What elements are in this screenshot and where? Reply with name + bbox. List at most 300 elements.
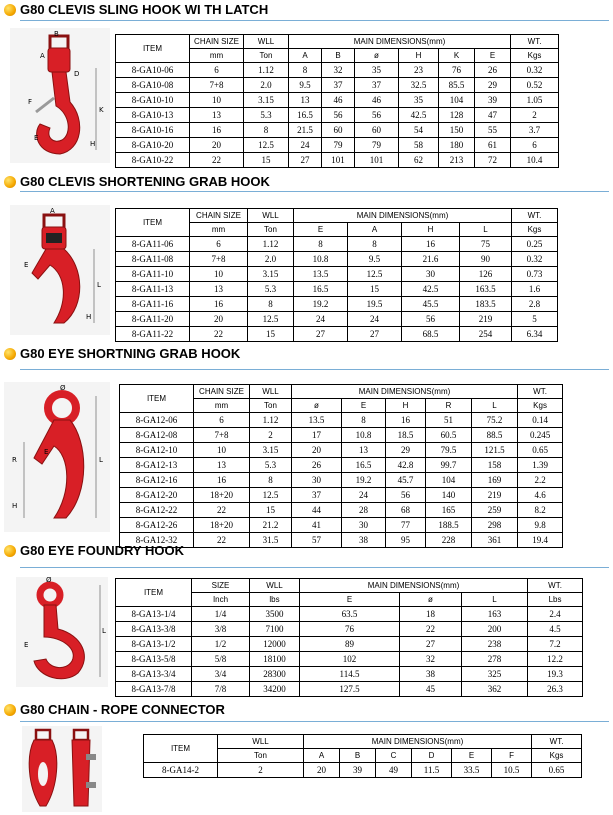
dim-label-e: E (24, 261, 29, 269)
header-item: ITEM (116, 209, 190, 237)
table-cell: 219 (460, 312, 512, 327)
table-cell: 42.8 (386, 458, 426, 473)
table-cell: 362 (462, 682, 528, 697)
table-cell: 1.12 (248, 237, 294, 252)
table-cell: 68 (386, 503, 426, 518)
table-cell: 101 (322, 153, 355, 168)
table-cell: 158 (472, 458, 518, 473)
spec-table (115, 208, 558, 342)
table-cell: 128 (439, 108, 475, 123)
table-row (116, 667, 583, 682)
table-row (120, 458, 563, 473)
table-cell: 12.5 (348, 267, 402, 282)
table-cell: 37 (292, 488, 342, 503)
item-code-cell: 8-GA11-16 (116, 297, 190, 312)
dim-label-e: E (34, 134, 39, 142)
table-cell: 27 (294, 327, 348, 342)
table-cell: 18 (400, 607, 462, 622)
table-cell: 7+8 (190, 78, 244, 93)
table-cell: 12000 (250, 637, 300, 652)
section-header (0, 2, 613, 18)
table-cell: 12.5 (248, 312, 294, 327)
subheader-cell: E (475, 49, 511, 63)
item-code-cell: 8-GA12-06 (120, 413, 194, 428)
header-row (116, 209, 558, 223)
table-cell: 127.5 (300, 682, 400, 697)
table-cell: 16.5 (342, 458, 386, 473)
table-cell: 254 (460, 327, 512, 342)
table-cell: 38 (342, 533, 386, 548)
divider (20, 369, 609, 370)
table-cell: 0.32 (512, 252, 558, 267)
item-code-cell: 8-GA12-26 (120, 518, 194, 533)
table-cell: 37 (322, 78, 355, 93)
table-cell: 13 (190, 108, 244, 123)
table-row (116, 622, 583, 637)
item-code-cell: 8-GA13-3/8 (116, 622, 192, 637)
table-cell: 27 (289, 153, 322, 168)
clevis-sling-hook-image (10, 28, 110, 163)
table-cell: 7+8 (194, 428, 250, 443)
header-size: SIZE (192, 579, 250, 593)
subheader-cell: R (426, 399, 472, 413)
table-cell: 12.2 (528, 652, 583, 667)
item-code-cell: 8-GA10-20 (116, 138, 190, 153)
table-cell: 56 (386, 488, 426, 503)
table-cell: 16 (402, 237, 460, 252)
table-cell: 8 (244, 123, 289, 138)
table-cell: 19.2 (294, 297, 348, 312)
table-cell: 17 (292, 428, 342, 443)
table-cell: 24 (289, 138, 322, 153)
header-chain-size: CHAIN SIZE (190, 209, 248, 223)
table-cell: 39 (475, 93, 511, 108)
table-cell: 2 (250, 428, 292, 443)
table-cell: 10.8 (294, 252, 348, 267)
section-eye-foundry-hook (0, 541, 613, 694)
table-row (120, 443, 563, 458)
table-cell: 1.39 (518, 458, 563, 473)
dim-label-f: F (28, 98, 33, 106)
header-main-dimensions: MAIN DIMENSIONS(mm) (304, 735, 532, 749)
subheader-cell: H (402, 223, 460, 237)
table-cell: 2.0 (248, 252, 294, 267)
table-cell: 85.5 (439, 78, 475, 93)
table-cell: 13 (194, 458, 250, 473)
subheader-cell: L (460, 223, 512, 237)
table-cell: 7.2 (528, 637, 583, 652)
table-cell: 16.5 (294, 282, 348, 297)
item-code-cell: 8-GA13-3/4 (116, 667, 192, 682)
table-cell: 28 (342, 503, 386, 518)
item-code-cell: 8-GA10-06 (116, 63, 190, 78)
table-cell: 8 (294, 237, 348, 252)
table-cell: 238 (462, 637, 528, 652)
table-row (120, 503, 563, 518)
table-cell: 104 (439, 93, 475, 108)
table-cell: 35 (399, 93, 439, 108)
table-cell: 19.2 (342, 473, 386, 488)
table-cell: 79 (355, 138, 399, 153)
table-cell: 76 (300, 622, 400, 637)
table-cell: 9.8 (518, 518, 563, 533)
table-cell: 27 (400, 637, 462, 652)
table-cell: 58 (399, 138, 439, 153)
table-cell: 1.6 (512, 282, 558, 297)
table-cell: 12.5 (244, 138, 289, 153)
header-weight: WT. (528, 579, 583, 593)
table-cell: 11.5 (412, 763, 452, 778)
table-cell: 21.5 (289, 123, 322, 138)
table-cell: 26.3 (528, 682, 583, 697)
table-cell: 7+8 (190, 252, 248, 267)
table-cell: 23 (399, 63, 439, 78)
table-cell: 126 (460, 267, 512, 282)
table-cell: 3.15 (244, 93, 289, 108)
table-cell: 18+20 (194, 518, 250, 533)
table-cell: 2 (511, 108, 559, 123)
table-cell: 7100 (250, 622, 300, 637)
table-row (116, 237, 558, 252)
table-row (116, 108, 559, 123)
table-cell: 9.5 (289, 78, 322, 93)
subheader-cell: A (304, 749, 340, 763)
table-cell: 24 (348, 312, 402, 327)
subheader-cell: Kgs (532, 749, 582, 763)
table-cell: 46 (355, 93, 399, 108)
table-cell: 22 (190, 327, 248, 342)
subheader-cell: mm (194, 399, 250, 413)
table-cell: 32 (322, 63, 355, 78)
table-cell: 0.32 (511, 63, 559, 78)
header-weight: WT. (512, 209, 558, 223)
table-cell: 5.3 (244, 108, 289, 123)
table-cell: 30 (402, 267, 460, 282)
dim-label-h: H (86, 313, 92, 321)
table-row (116, 297, 558, 312)
header-row (120, 385, 563, 399)
subheader-cell: Ton (218, 749, 304, 763)
table-cell: 54 (399, 123, 439, 138)
table-cell: 45 (400, 682, 462, 697)
table-cell: 72 (475, 153, 511, 168)
table-row (120, 518, 563, 533)
table-cell: 16 (194, 473, 250, 488)
table-cell: 3500 (250, 607, 300, 622)
table-cell: 28300 (250, 667, 300, 682)
subheader-cell: H (386, 399, 426, 413)
subheader-cell: E (294, 223, 348, 237)
table-cell: 22 (194, 503, 250, 518)
item-code-cell: 8-GA11-08 (116, 252, 190, 267)
table-cell: 7/8 (192, 682, 250, 697)
table-cell: 200 (462, 622, 528, 637)
section-chain-rope-connector (0, 700, 613, 812)
table-cell: 68.5 (402, 327, 460, 342)
table-cell: 10.8 (342, 428, 386, 443)
table-cell: 62 (399, 153, 439, 168)
table-cell: 75 (460, 237, 512, 252)
item-code-cell: 8-GA12-32 (120, 533, 194, 548)
table-cell: 102 (300, 652, 400, 667)
table-cell: 121.5 (472, 443, 518, 458)
table-cell: 47 (475, 108, 511, 123)
dim-label-l: L (99, 456, 103, 464)
header-chain-size: CHAIN SIZE (190, 35, 244, 49)
header-wll: WLL (250, 385, 292, 399)
table-cell: 3.7 (511, 123, 559, 138)
item-code-cell: 8-GA14-2 (144, 763, 218, 778)
table-cell: 3/4 (192, 667, 250, 682)
table-cell: 45.5 (402, 297, 460, 312)
subheader-cell: ø (400, 593, 462, 607)
subheader-cell: Ton (248, 223, 294, 237)
subheader-cell: Kgs (518, 399, 563, 413)
table-cell: 56 (355, 108, 399, 123)
section-header (0, 174, 613, 190)
table-cell: 169 (472, 473, 518, 488)
header-chain-size: CHAIN SIZE (194, 385, 250, 399)
subheader-cell: A (289, 49, 322, 63)
table-cell: 5 (512, 312, 558, 327)
table-cell: 0.14 (518, 413, 563, 428)
table-cell: 15 (248, 327, 294, 342)
item-code-cell: 8-GA12-10 (120, 443, 194, 458)
bullet-icon (4, 176, 16, 188)
table-row (116, 93, 559, 108)
divider (20, 567, 609, 568)
dim-label-l: L (102, 627, 106, 635)
table-cell: 61 (475, 138, 511, 153)
subheader-cell: ø (292, 399, 342, 413)
table-cell: 4.5 (528, 622, 583, 637)
subheader-cell: A (348, 223, 402, 237)
table-cell: 16 (386, 413, 426, 428)
table-cell: 213 (439, 153, 475, 168)
item-code-cell: 8-GA13-1/4 (116, 607, 192, 622)
table-cell: 101 (355, 153, 399, 168)
table-cell: 0.65 (532, 763, 582, 778)
section-title: G80 CHAIN - ROPE CONNECTOR (20, 702, 225, 717)
table-cell: 57 (292, 533, 342, 548)
table-cell: 259 (472, 503, 518, 518)
table-cell: 12.5 (250, 488, 292, 503)
table-cell: 51 (426, 413, 472, 428)
table-cell: 19.5 (348, 297, 402, 312)
table-row (116, 312, 558, 327)
table-cell: 10 (190, 267, 248, 282)
table-cell: 10.4 (511, 153, 559, 168)
section-header (0, 543, 613, 559)
item-code-cell: 8-GA11-13 (116, 282, 190, 297)
section-eye-shortening-grab-hook (0, 344, 613, 545)
subheader-cell: Ton (244, 49, 289, 63)
table-cell: 6.34 (512, 327, 558, 342)
header-wll: WLL (244, 35, 289, 49)
table-cell: 30 (342, 518, 386, 533)
table-cell: 10 (194, 443, 250, 458)
chain-rope-connector-image (22, 726, 102, 812)
table-cell: 1.12 (250, 413, 292, 428)
dim-label-e: E (24, 641, 29, 649)
table-row (120, 473, 563, 488)
eye-shortening-grab-hook-image (4, 382, 110, 532)
table-cell: 13 (289, 93, 322, 108)
table-cell: 0.65 (518, 443, 563, 458)
subheader-cell: F (492, 749, 532, 763)
dim-label-l: L (97, 281, 101, 289)
bullet-icon (4, 704, 16, 716)
table-cell: 6 (190, 63, 244, 78)
table-row (116, 78, 559, 93)
subheader-cell: E (342, 399, 386, 413)
subheader-cell: mm (190, 223, 248, 237)
item-code-cell: 8-GA12-20 (120, 488, 194, 503)
table-row (116, 267, 558, 282)
table-cell: 5/8 (192, 652, 250, 667)
table-cell: 60 (322, 123, 355, 138)
item-code-cell: 8-GA12-16 (120, 473, 194, 488)
bullet-icon (4, 348, 16, 360)
table-row (116, 607, 583, 622)
table-cell: 99.7 (426, 458, 472, 473)
table-cell: 6 (194, 413, 250, 428)
dim-label-a: A (50, 207, 55, 215)
table-cell: 188.5 (426, 518, 472, 533)
dim-label-h: H (90, 140, 96, 148)
table-row (116, 637, 583, 652)
table-cell: 75.2 (472, 413, 518, 428)
table-cell: 15 (250, 503, 292, 518)
table-cell: 76 (439, 63, 475, 78)
table-cell: 114.5 (300, 667, 400, 682)
table-cell: 219 (472, 488, 518, 503)
header-main-dimensions: MAIN DIMENSIONS(mm) (294, 209, 512, 223)
table-cell: 39 (340, 763, 376, 778)
section-title: G80 EYE FOUNDRY HOOK (20, 543, 184, 558)
table-cell: 37 (355, 78, 399, 93)
table-row (116, 682, 583, 697)
subheader-cell: ø (355, 49, 399, 63)
section-clevis-sling-hook (0, 0, 613, 165)
header-item: ITEM (120, 385, 194, 413)
bullet-icon (4, 4, 16, 16)
header-row (116, 579, 583, 593)
item-code-cell: 8-GA12-22 (120, 503, 194, 518)
dim-label-b: B (54, 30, 59, 38)
section-clevis-shortening-grab-hook (0, 172, 613, 342)
table-cell: 56 (322, 108, 355, 123)
table-cell: 29 (386, 443, 426, 458)
table-cell: 33.5 (452, 763, 492, 778)
table-cell: 9.5 (348, 252, 402, 267)
table-cell: 41 (292, 518, 342, 533)
table-row (120, 428, 563, 443)
table-cell: 16 (190, 123, 244, 138)
table-cell: 2.0 (244, 78, 289, 93)
table-cell: 20 (190, 312, 248, 327)
table-cell: 60.5 (426, 428, 472, 443)
table-cell: 16.5 (289, 108, 322, 123)
item-code-cell: 8-GA11-06 (116, 237, 190, 252)
section-header (0, 346, 613, 362)
table-cell: 22 (190, 153, 244, 168)
table-row (116, 153, 559, 168)
table-cell: 0.73 (512, 267, 558, 282)
table-cell: 13 (190, 282, 248, 297)
item-code-cell: 8-GA13-1/2 (116, 637, 192, 652)
table-cell: 8 (348, 237, 402, 252)
table-cell: 5.3 (250, 458, 292, 473)
table-cell: 163 (462, 607, 528, 622)
item-code-cell: 8-GA10-13 (116, 108, 190, 123)
subheader-cell: C (376, 749, 412, 763)
table-cell: 38 (400, 667, 462, 682)
divider (20, 191, 609, 192)
dim-label-e: E (44, 448, 49, 456)
header-wll: WLL (248, 209, 294, 223)
table-cell: 8 (250, 473, 292, 488)
table-cell: 77 (386, 518, 426, 533)
dim-label-r: R (12, 456, 17, 464)
table-cell: 29 (475, 78, 511, 93)
table-cell: 90 (460, 252, 512, 267)
item-code-cell: 8-GA11-10 (116, 267, 190, 282)
dim-label-k: K (99, 106, 104, 114)
item-code-cell: 8-GA10-08 (116, 78, 190, 93)
table-cell: 278 (462, 652, 528, 667)
table-cell: 140 (426, 488, 472, 503)
table-cell: 31.5 (250, 533, 292, 548)
dim-label-a: A (40, 52, 45, 60)
table-cell: 22 (194, 533, 250, 548)
table-cell: 165 (426, 503, 472, 518)
table-cell: 3.15 (250, 443, 292, 458)
table-cell: 18+20 (194, 488, 250, 503)
header-wll: WLL (250, 579, 300, 593)
table-cell: 8 (342, 413, 386, 428)
table-cell: 19.3 (528, 667, 583, 682)
table-row (116, 252, 558, 267)
item-code-cell: 8-GA10-22 (116, 153, 190, 168)
dim-label-h: H (12, 502, 18, 510)
table-cell: 3.15 (248, 267, 294, 282)
table-cell: 183.5 (460, 297, 512, 312)
subheader-cell: Inch (192, 593, 250, 607)
section-title: G80 EYE SHORTNING GRAB HOOK (20, 346, 241, 361)
table-cell: 30 (292, 473, 342, 488)
table-cell: 0.52 (511, 78, 559, 93)
table-cell: 361 (472, 533, 518, 548)
table-cell: 4.6 (518, 488, 563, 503)
table-cell: 32.5 (399, 78, 439, 93)
table-cell: 3/8 (192, 622, 250, 637)
table-row (116, 63, 559, 78)
table-cell: 1/4 (192, 607, 250, 622)
header-item: ITEM (116, 35, 190, 63)
item-code-cell: 8-GA11-22 (116, 327, 190, 342)
table-cell: 10.5 (492, 763, 532, 778)
table-cell: 44 (292, 503, 342, 518)
subheader-cell: B (340, 749, 376, 763)
table-cell: 26 (292, 458, 342, 473)
table-cell: 20 (292, 443, 342, 458)
table-cell: 55 (475, 123, 511, 138)
table-cell: 34200 (250, 682, 300, 697)
subheader-cell: mm (190, 49, 244, 63)
header-item: ITEM (116, 579, 192, 607)
table-row (116, 282, 558, 297)
